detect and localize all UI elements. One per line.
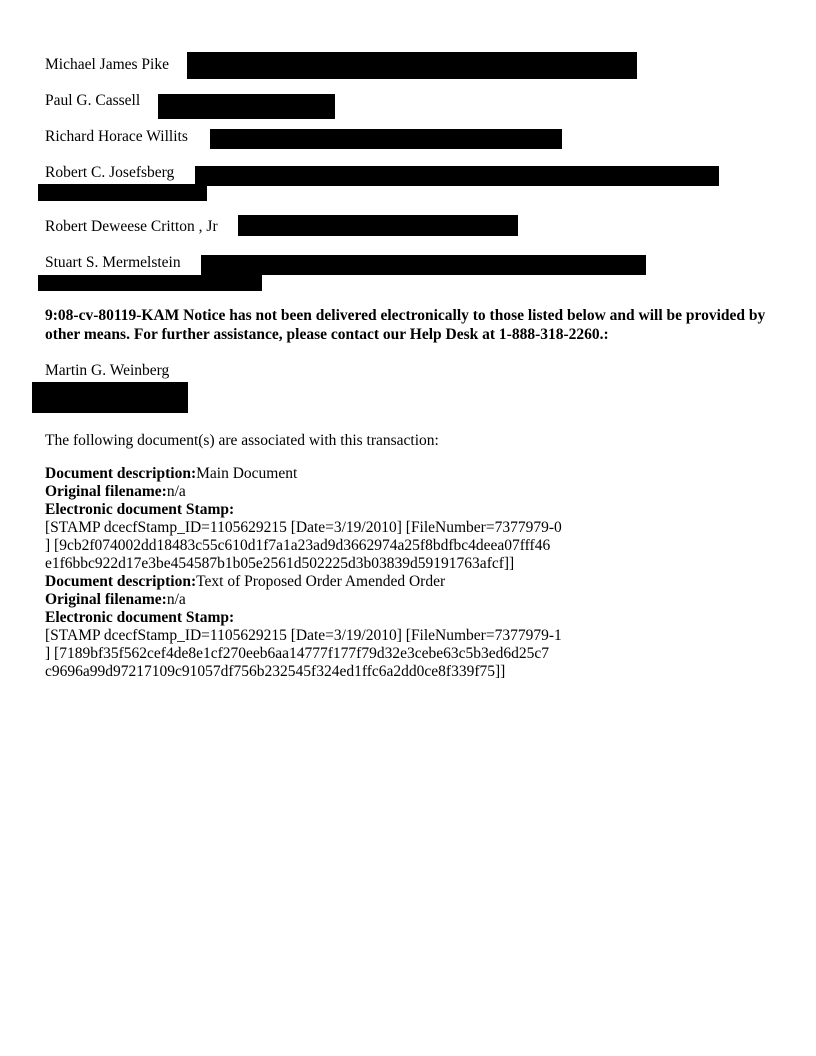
document-description: [45, 465, 562, 483]
stamp-label: Electronic document Stamp:: [45, 501, 235, 518]
document-description: [45, 573, 562, 591]
redaction-bar: [187, 52, 637, 79]
stamp-line: [STAMP dcecfStamp_ID=1105629215 [Date=3/19/2010] [FileNumber=7377979-0: [45, 519, 562, 536]
description-label: Document description:: [45, 573, 197, 590]
redaction-bar: [38, 275, 262, 291]
document-list: [45, 465, 562, 681]
recipient-name: Stuart S. Mermelstein: [45, 254, 181, 271]
stamp-line: e1f6bbc922d17e3be454587b1b05e2561d502225d3b03839d59191763afcf]]: [45, 555, 515, 572]
recipient-name: Robert C. Josefsberg: [45, 164, 175, 181]
description-value: Main Document: [196, 465, 298, 482]
filename-value: n/a: [166, 483, 186, 500]
redaction-bar: [38, 184, 207, 201]
redaction-bar: [32, 382, 188, 413]
description-value: Text of Proposed Order Amended Order: [196, 573, 446, 590]
stamp-label: Electronic document Stamp:: [45, 609, 235, 626]
original-filename: [45, 483, 562, 501]
redaction-bar: [195, 166, 719, 186]
stamp-line: [STAMP dcecfStamp_ID=1105629215 [Date=3/19/2010] [FileNumber=7377979-1: [45, 627, 562, 644]
recipient-name: Paul G. Cassell: [45, 92, 141, 109]
document-entry: [45, 573, 562, 681]
notice-text: 9:08-cv-80119-KAM Notice has not been delivered electronically to those listed below and will be provided by other means. For further assistance, please contact our Help Desk at 1-888-318-2260.:: [45, 307, 766, 343]
filename-label: Original filename:: [45, 483, 167, 500]
redaction-bar: [201, 255, 646, 275]
filename-value: n/a: [166, 591, 186, 608]
stamp-line: c9696a99d97217109c91057df756b232545f324ed1ffc6a2dd0ce8f339f75]]: [45, 663, 506, 680]
stamp-line: ] [9cb2f074002dd18483c55c610d1f7a1a23ad9d3662974a25f8bdfbc4deea07fff46: [45, 537, 551, 554]
document-entry: [45, 465, 562, 573]
redaction-bar: [158, 94, 335, 119]
description-label: Document description:: [45, 465, 197, 482]
recipient-name: Robert Deweese Critton , Jr: [45, 218, 218, 235]
filename-label: Original filename:: [45, 591, 167, 608]
recipient-name: Richard Horace Willits: [45, 128, 188, 145]
stamp-line: ] [7189bf35f562cef4de8e1cf270eeb6aa14777f177f79d32e3cebe63c5b3ed6d25c7: [45, 645, 549, 662]
recipient-name: Michael James Pike: [45, 56, 169, 73]
original-filename: [45, 591, 562, 609]
redaction-bar: [210, 129, 562, 149]
redaction-bar: [238, 215, 518, 236]
associated-intro: The following document(s) are associated with this transaction:: [45, 432, 439, 449]
other-means-recipient: Martin G. Weinberg: [45, 362, 170, 379]
